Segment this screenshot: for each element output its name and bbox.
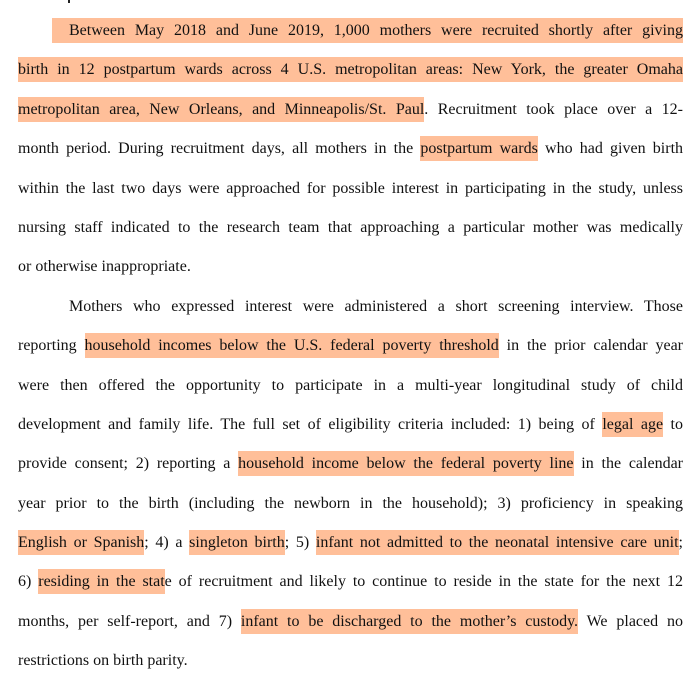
text-segment: in the calendar: [573, 455, 684, 473]
text-segment: . Recruitment took place over a 12-: [424, 100, 684, 118]
text-segment: in the prior calendar year: [498, 337, 683, 355]
highlighted-text: postpartum wards: [420, 136, 537, 161]
text-segment: ;: [678, 534, 683, 552]
text-segment: month period. During recruitment days, all mothers in the: [18, 140, 421, 158]
text-line: [18, 169, 683, 208]
text-line: [18, 50, 683, 89]
highlighted-text: residing in the stat: [38, 569, 164, 594]
text-segment: to: [663, 415, 683, 433]
text-line: [18, 11, 683, 50]
highlighted-text: infant to be discharged to the mother’s custody.: [241, 609, 578, 634]
highlighted-text: birth in 12 postpartum wards across 4 U.S. metropolitan areas: New York, the greater Omaha: [18, 57, 683, 82]
text-line: [18, 562, 683, 601]
text-segment: reporting: [18, 337, 85, 355]
text-line: [18, 287, 683, 326]
text-line: [18, 129, 683, 168]
text-line: [18, 326, 683, 365]
text-line: [18, 247, 683, 286]
text-segment: were then offered the opportunity to participate in a multi-year longitudinal study of child: [18, 376, 683, 394]
text-segment: development and family life. The full set of eligibility criteria included: 1) being of: [18, 415, 603, 433]
text-line: [18, 208, 683, 247]
highlighted-text: singleton birth: [189, 530, 285, 555]
highlighted-text: household income below the federal poverty line: [238, 451, 573, 476]
text-segment: months, per self-report, and 7): [18, 612, 241, 630]
text-line: [18, 602, 683, 641]
text-line: [18, 366, 683, 405]
text-segment: ; 4) a: [144, 534, 190, 552]
text-segment: e of recruitment and likely to continue to reside in the state for the next 12: [164, 573, 684, 591]
text-line: [18, 444, 683, 483]
text-segment: or otherwise inappropriate.: [18, 258, 191, 276]
text-segment: who had given birth: [537, 140, 684, 158]
document-body: [18, 11, 683, 681]
text-segment: ; 5): [284, 534, 316, 552]
text-line: [18, 405, 683, 444]
text-segment: We placed no: [578, 612, 683, 630]
text-segment: 6): [18, 573, 39, 591]
text-line: [18, 523, 683, 562]
highlighted-text: English or Spanish: [18, 530, 144, 555]
highlighted-text: legal age: [602, 412, 663, 437]
highlighted-text: Between May 2018 and June 2019, 1,000 mothers were recruited shortly after giving: [52, 18, 683, 43]
highlighted-text: metropolitan area, New Orleans, and Minneapolis/St. Paul: [18, 97, 424, 122]
highlighted-text: household incomes below the U.S. federal poverty threshold: [85, 333, 499, 358]
cursor-mark: [68, 0, 70, 3]
text-line: [18, 484, 683, 523]
highlighted-text: infant not admitted to the neonatal intensive care unit: [316, 530, 679, 555]
text-line: [18, 641, 683, 680]
text-segment: year prior to the birth (including the newborn in the household); 3) proficiency in speaking: [18, 494, 683, 512]
text-segment: provide consent; 2) reporting a: [18, 455, 239, 473]
text-segment: restrictions on birth parity.: [18, 652, 188, 670]
text-segment: nursing staff indicated to the research team that approaching a particular mother was medically: [18, 218, 683, 236]
text-segment: within the last two days were approached for possible interest in participating in the study, unless: [18, 179, 683, 197]
text-line: [18, 90, 683, 129]
text-segment: Mothers who expressed interest were administered a short screening interview. Those: [69, 297, 683, 315]
